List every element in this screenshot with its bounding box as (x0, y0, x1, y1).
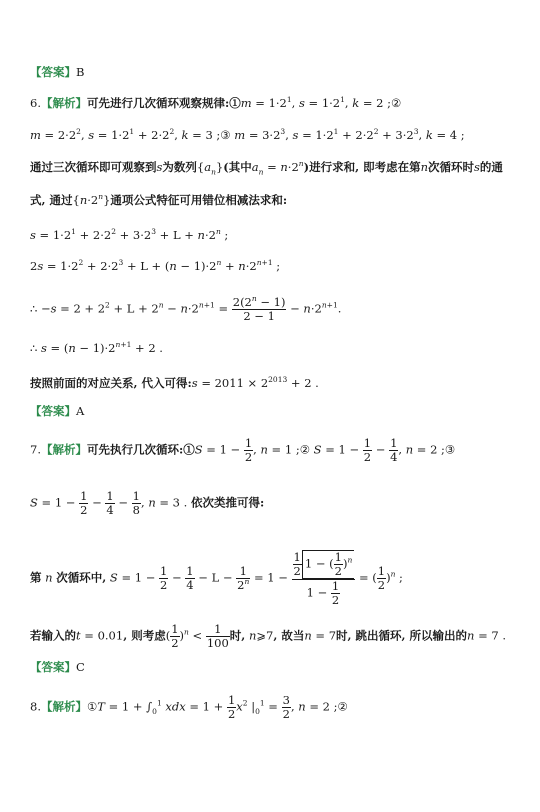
q8-line-1: 8.【解析】①T = $1 + \int_0^1$ xdx = 1 + $\frac{1}{2}$ $x^2$ $|_0^1$ = $\frac{3}{2}$ , n = 2 ;② (30, 693, 348, 721)
q6-line-7: ∴ $-s = 2 + 2^2 + L + 2^n - n\cdot 2^{n+1}$ = $\frac{2(2^n - 1)}{2 - 1}$ − $n\cdot 2^{n+1}$. (30, 294, 342, 323)
q6-line-6: $2s = 1\cdot 2^2 + 2\cdot 2^3 + L + (n - 1)\cdot 2^n + n\cdot 2^{n+1}$ ; (30, 258, 281, 273)
analysis-tag: 【解析】 (40, 96, 87, 110)
q7-line-2: S = 1 − $\frac{1}{2}$ − $\frac{1}{4}$ − $\frac{1}{8}$ , n = 3 . 依次类推可得: (30, 489, 265, 517)
analysis-tag: 【解析】 (40, 442, 87, 457)
q7-line-4: 若输入的t = 0.01, 则考虑( $\frac{1}{2}$ )$^n$ < $\frac{1}{100}$ 时, n⩾7, 故当n = 7时, 跳出循环, 所以输出的n = 7 . (30, 622, 507, 650)
q7-text: 次循环中, (56, 570, 107, 585)
question-number: 6. (30, 96, 41, 110)
q7-text: 可先执行几次循环:① (86, 442, 195, 457)
q6-answer-line (30, 403, 84, 419)
q7-text: 时, (229, 628, 246, 643)
answer-value: B (76, 65, 85, 79)
q6-text: )进行求和, 即考虑在第 (303, 160, 421, 174)
q7-text: 依次类推可得: (190, 495, 265, 510)
answer-tag: 【答案】 (30, 404, 76, 418)
q6-line-5: $s = 1\cdot 2^1 + 2\cdot 2^2 + 3\cdot 2^3 + L + n\cdot 2^n$ ; (30, 227, 229, 242)
q6-text: 可先进行几次循环观察规律:① (86, 96, 241, 110)
q6-text: 通过三次循环即可观察到 (30, 160, 157, 174)
q7-text: , 则考虑 (123, 628, 166, 643)
q7-text: 时, 跳出循环, 所以输出的 (336, 628, 468, 643)
q6-text: 为数列 (162, 160, 197, 174)
q7-answer-line (30, 659, 85, 675)
q7-line-3: 第 n 次循环中, S = 1 − $\frac{1}{2}$ − $\frac{1}{4}$ − L − $\frac{1}{2^n}$ = 1 − $\frac{1}{2}$ 1 − ( $\frac{1}{2}$ )$^n$ 1 − $\frac{1}{2}$ = ( $\frac{1}{2}$ )$^n$ ; (30, 550, 403, 607)
q6-text: 的通 (479, 160, 503, 174)
q6-line-4: 式, 通过$\{n\cdot 2^n\}$通项公式特征可用错位相减法求和: (30, 192, 288, 207)
q6-text: (其中 (223, 160, 252, 174)
question-number: 7. (30, 442, 41, 457)
q6-line-1: 6.【解析】可先进行几次循环观察规律:①m = $1\cdot 2^1$, $s = 1\cdot 2^1$, k = 2 ;② (30, 95, 402, 110)
analysis-tag: 【解析】 (40, 699, 87, 714)
q5-answer-line (30, 64, 84, 80)
q7-line-1: 7.【解析】可先执行几次循环:①S = 1 − $\frac{1}{2}$ , n = 1 ;② S = 1 − $\frac{1}{2}$ − $\frac{1}{4}$ , n = 2 ;③ (30, 436, 456, 464)
q6-line-3: 通过三次循环即可观察到s为数列$\{a_n\}$(其中$a_n = n\cdot 2^n$)进行求和, 即考虑在第n次循环时s的通 (30, 159, 503, 177)
answer-value: A (76, 404, 85, 418)
q7-text: 第 (30, 570, 42, 585)
q6-text: 通项公式特征可用错位相减法求和: (110, 193, 288, 207)
q7-text: , 故当 (273, 628, 305, 643)
q6-text: 次循环时 (428, 160, 474, 174)
answer-tag: 【答案】 (30, 65, 76, 79)
q6-line-2: $m = 2\cdot 2^2$, $s = 1\cdot 2^1 + 2\cdot 2^2$, k = 3 ;③ $m = 3\cdot 2^3$, $s = 1\cdot 2^1 + 2\cdot 2^2 + 3\cdot 2^3$, k = 4 ; (30, 127, 465, 142)
question-number: 8. (30, 699, 41, 714)
q7-text: 若输入的 (30, 628, 76, 643)
q6-text: 按照前面的对应关系, 代入可得: (30, 376, 192, 390)
q6-line-8: ∴ $s = (n - 1)\cdot 2^{n+1} + 2$ . (30, 340, 163, 355)
answer-tag: 【答案】 (30, 660, 76, 674)
q6-line-9: 按照前面的对应关系, 代入可得:s = $2011 \times 2^{2013} + 2$ . (30, 375, 319, 390)
answer-value: C (76, 660, 85, 674)
q6-text: 式, 通过 (30, 193, 73, 207)
